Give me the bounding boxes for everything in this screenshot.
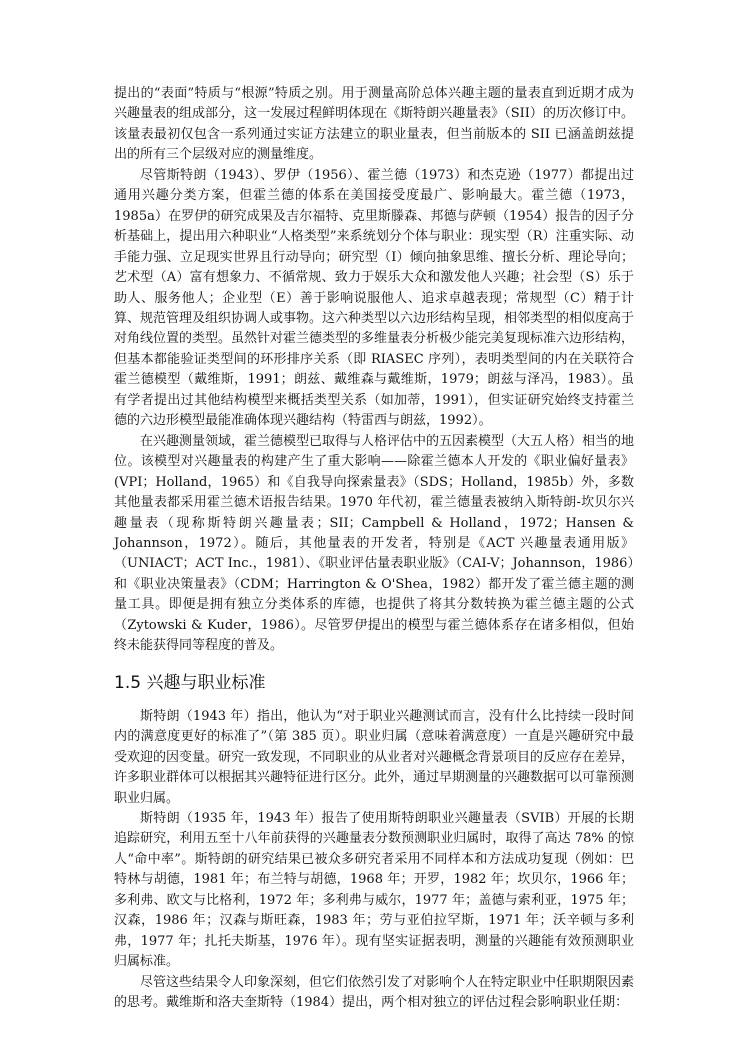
section-heading: 1.5 兴趣与职业标准 (114, 672, 266, 693)
paragraph-5: 斯特朗（1935 年，1943 年）报告了使用斯特朗职业兴趣量表（SVIB）开展的长期追踪研究，利用五至十八年前获得的兴趣量表分数预测职业归属时，取得了高达 78% 的惊人“命中率”。斯特朗的研究结果已被众多研究者采用不同样本和方法成功复现（例如：巴特林与胡德，1981 年；布兰特与胡德，1968 年；开罗，1982 年；坎贝尔，1966 年；多利弗、欧文与比格利，1972 年；多利弗与威尔，1977 年；盖德与索利亚，1975 年；汉森，1986 年；汉森与斯旺森，1983 年；劳与亚伯拉罕斯，1971 年；沃辛顿与多利弗，1977 年；扎托夫斯基，1976 年）。现有坚实证据表明，测量的兴趣能有效预测职业归属标准。 (114, 810, 634, 970)
paragraph-3: 在兴趣测量领域，霍兰德模型已取得与人格评估中的五因素模型（大五人格）相当的地位。该模型对兴趣量表的构建产生了重大影响——除霍兰德本人开发的《职业偏好量表》(VPI；Holland，1965）和《自我导向探索量表》（SDS；Holland，1985b）外，多数其他量表都采用霍兰德术语报告结果。1970 年代初，霍兰德量表被纳入斯特朗-坎贝尔兴趣量表（现称斯特朗兴趣量表；SII；Campbell & Holland，1972；Hansen & Johannson，1972）。随后，其他量表的开发者，特别是《ACT 兴趣量表通用版》（UNIACT；ACT Inc.，1981）、《职业评估量表职业版》（CAI-V；Johannson，1986）和《职业决策量表》（CDM；Harrington & O'Shea，1982）都开发了霍兰德主题的测量工具。即便是拥有独立分类体系的库德，也提供了将其分数转换为霍兰德主题的公式（Zytowski & Kuder，1986）。尽管罗伊提出的模型与霍兰德体系存在诸多相似，但始终未能获得同等程度的普及。 (114, 433, 635, 654)
paragraph-2: 尽管斯特朗（1943）、罗伊（1956）、霍兰德（1973）和杰克逊（1977）都提出过通用兴趣分类方案，但霍兰德的体系在美国接受度最广、影响最大。霍兰德（1973，1985a）在罗伊的研究成果及吉尔福特、克里斯滕森、邦德与萨顿（1954）报告的因子分析基础上，提出用六种职业“人格类型”来系统划分个体与职业：现实型（R）注重实际、动手能力强、立足现实世界且行动导向；研究型（I）倾向抽象思维、擅长分析、理论导向；艺术型（A）富有想象力、不循常规、致力于娱乐大众和激发他人兴趣；社会型（S）乐于助人、服务他人；企业型（E）善于影响说服他人、追求卓越表现；常规型（C）精于计算、规范管理及组织协调人或事物。这六种类型以六边形结构呈现，相邻类型的相似度高于对角线位置的类型。虽然针对霍兰德类型的多维量表分析极少能完美复现标准六边形结构，但基本都能验证类型间的环形排序关系（即 RIASEC 序列），表明类型间的内在关联符合霍兰德模型（戴维斯，1991；朗兹、戴维森与戴维斯，1979；朗兹与泽冯，1983）。虽有学者提出过其他结构模型来概括类型关系（如加蒂，1991），但实证研究始终支持霍兰德的六边形模型最能准确体现兴趣结构（特雷西与朗兹，1992）。 (114, 167, 635, 429)
paragraph-1: 提出的“表面”特质与“根源”特质之别。用于测量高阶总体兴趣主题的量表直到近期才成为兴趣量表的组成部分，这一发展过程鲜明体现在《斯特朗兴趣量表》（SII）的历次修订中。该量表最初仅包含一系列通过实证方法建立的职业量表，但当前版本的 SII 已涵盖朗兹提出的所有三个层级对应的测量维度。 (114, 86, 634, 163)
paragraph-4: 斯特朗（1943 年）指出，他认为“对于职业兴趣测试而言，没有什么比持续一段时间内的满意度更好的标准了”（第 385 页）。职业归属（意味着满意度）一直是兴趣研究中最受欢迎的因变量。研究一致发现，不同职业的从业者对兴趣概念背景项目的反应存在差异，许多职业群体可以根据其兴趣特征进行区分。此外，通过早期测量的兴趣数据可以可靠预测职业归属。 (114, 708, 635, 806)
document-page (114, 84, 634, 1013)
paragraph-6: 尽管这些结果令人印象深刻，但它们依然引发了对影响个人在特定职业中任职期限因素的思考。戴维斯和洛夫奎斯特（1984）提出，两个相对独立的评估过程会影响职业任期： (114, 974, 635, 1011)
